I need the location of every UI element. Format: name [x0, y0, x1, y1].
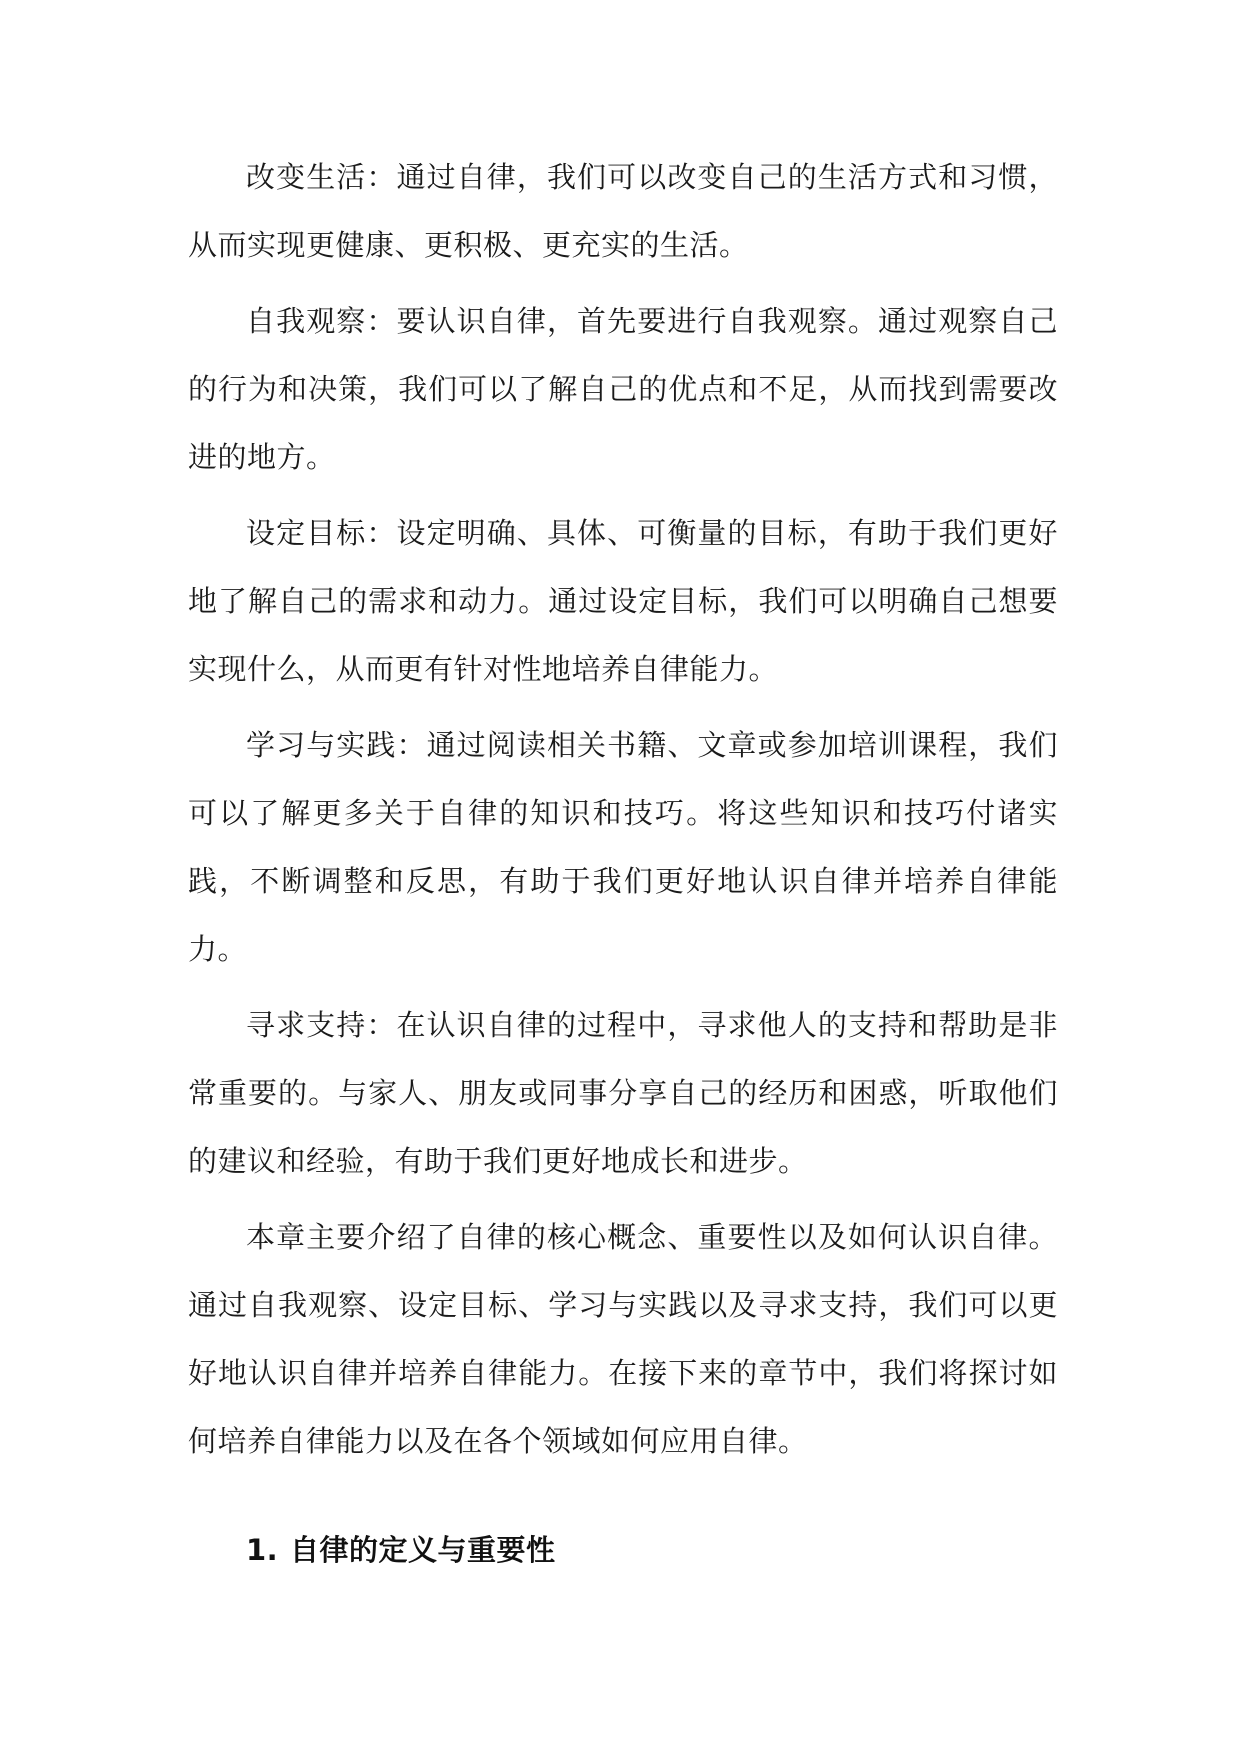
paragraph-set-goals: 设定目标：设定明确、具体、可衡量的目标，有助于我们更好地了解自己的需求和动力。通过设定目标，我们可以明确自己想要实现什么，从而更有针对性地培养自律能力。	[188, 516, 1058, 686]
section-title: 自律的定义与重要性	[290, 1533, 556, 1567]
section-heading	[246, 1530, 556, 1570]
body-text	[188, 143, 1058, 1483]
paragraph-change-life: 改变生活：通过自律，我们可以改变自己的生活方式和习惯，从而实现更健康、更积极、更充实的生活。	[188, 160, 1058, 262]
paragraph-self-observation: 自我观察：要认识自律，首先要进行自我观察。通过观察自己的行为和决策，我们可以了解自己的优点和不足，从而找到需要改进的地方。	[188, 304, 1058, 474]
paragraph-chapter-summary: 本章主要介绍了自律的核心概念、重要性以及如何认识自律。通过自我观察、设定目标、学习与实践以及寻求支持，我们可以更好地认识自律并培养自律能力。在接下来的章节中，我们将探讨如何培养自律能力以及在各个领域如何应用自律。	[188, 1220, 1058, 1458]
paragraph-seek-support: 寻求支持：在认识自律的过程中，寻求他人的支持和帮助是非常重要的。与家人、朋友或同事分享自己的经历和困惑，听取他们的建议和经验，有助于我们更好地成长和进步。	[188, 1008, 1058, 1178]
section-number: 1.	[246, 1533, 279, 1567]
paragraph-learn-practice: 学习与实践：通过阅读相关书籍、文章或参加培训课程，我们可以了解更多关于自律的知识和技巧。将这些知识和技巧付诸实践，不断调整和反思，有助于我们更好地认识自律并培养自律能力。	[188, 728, 1058, 966]
